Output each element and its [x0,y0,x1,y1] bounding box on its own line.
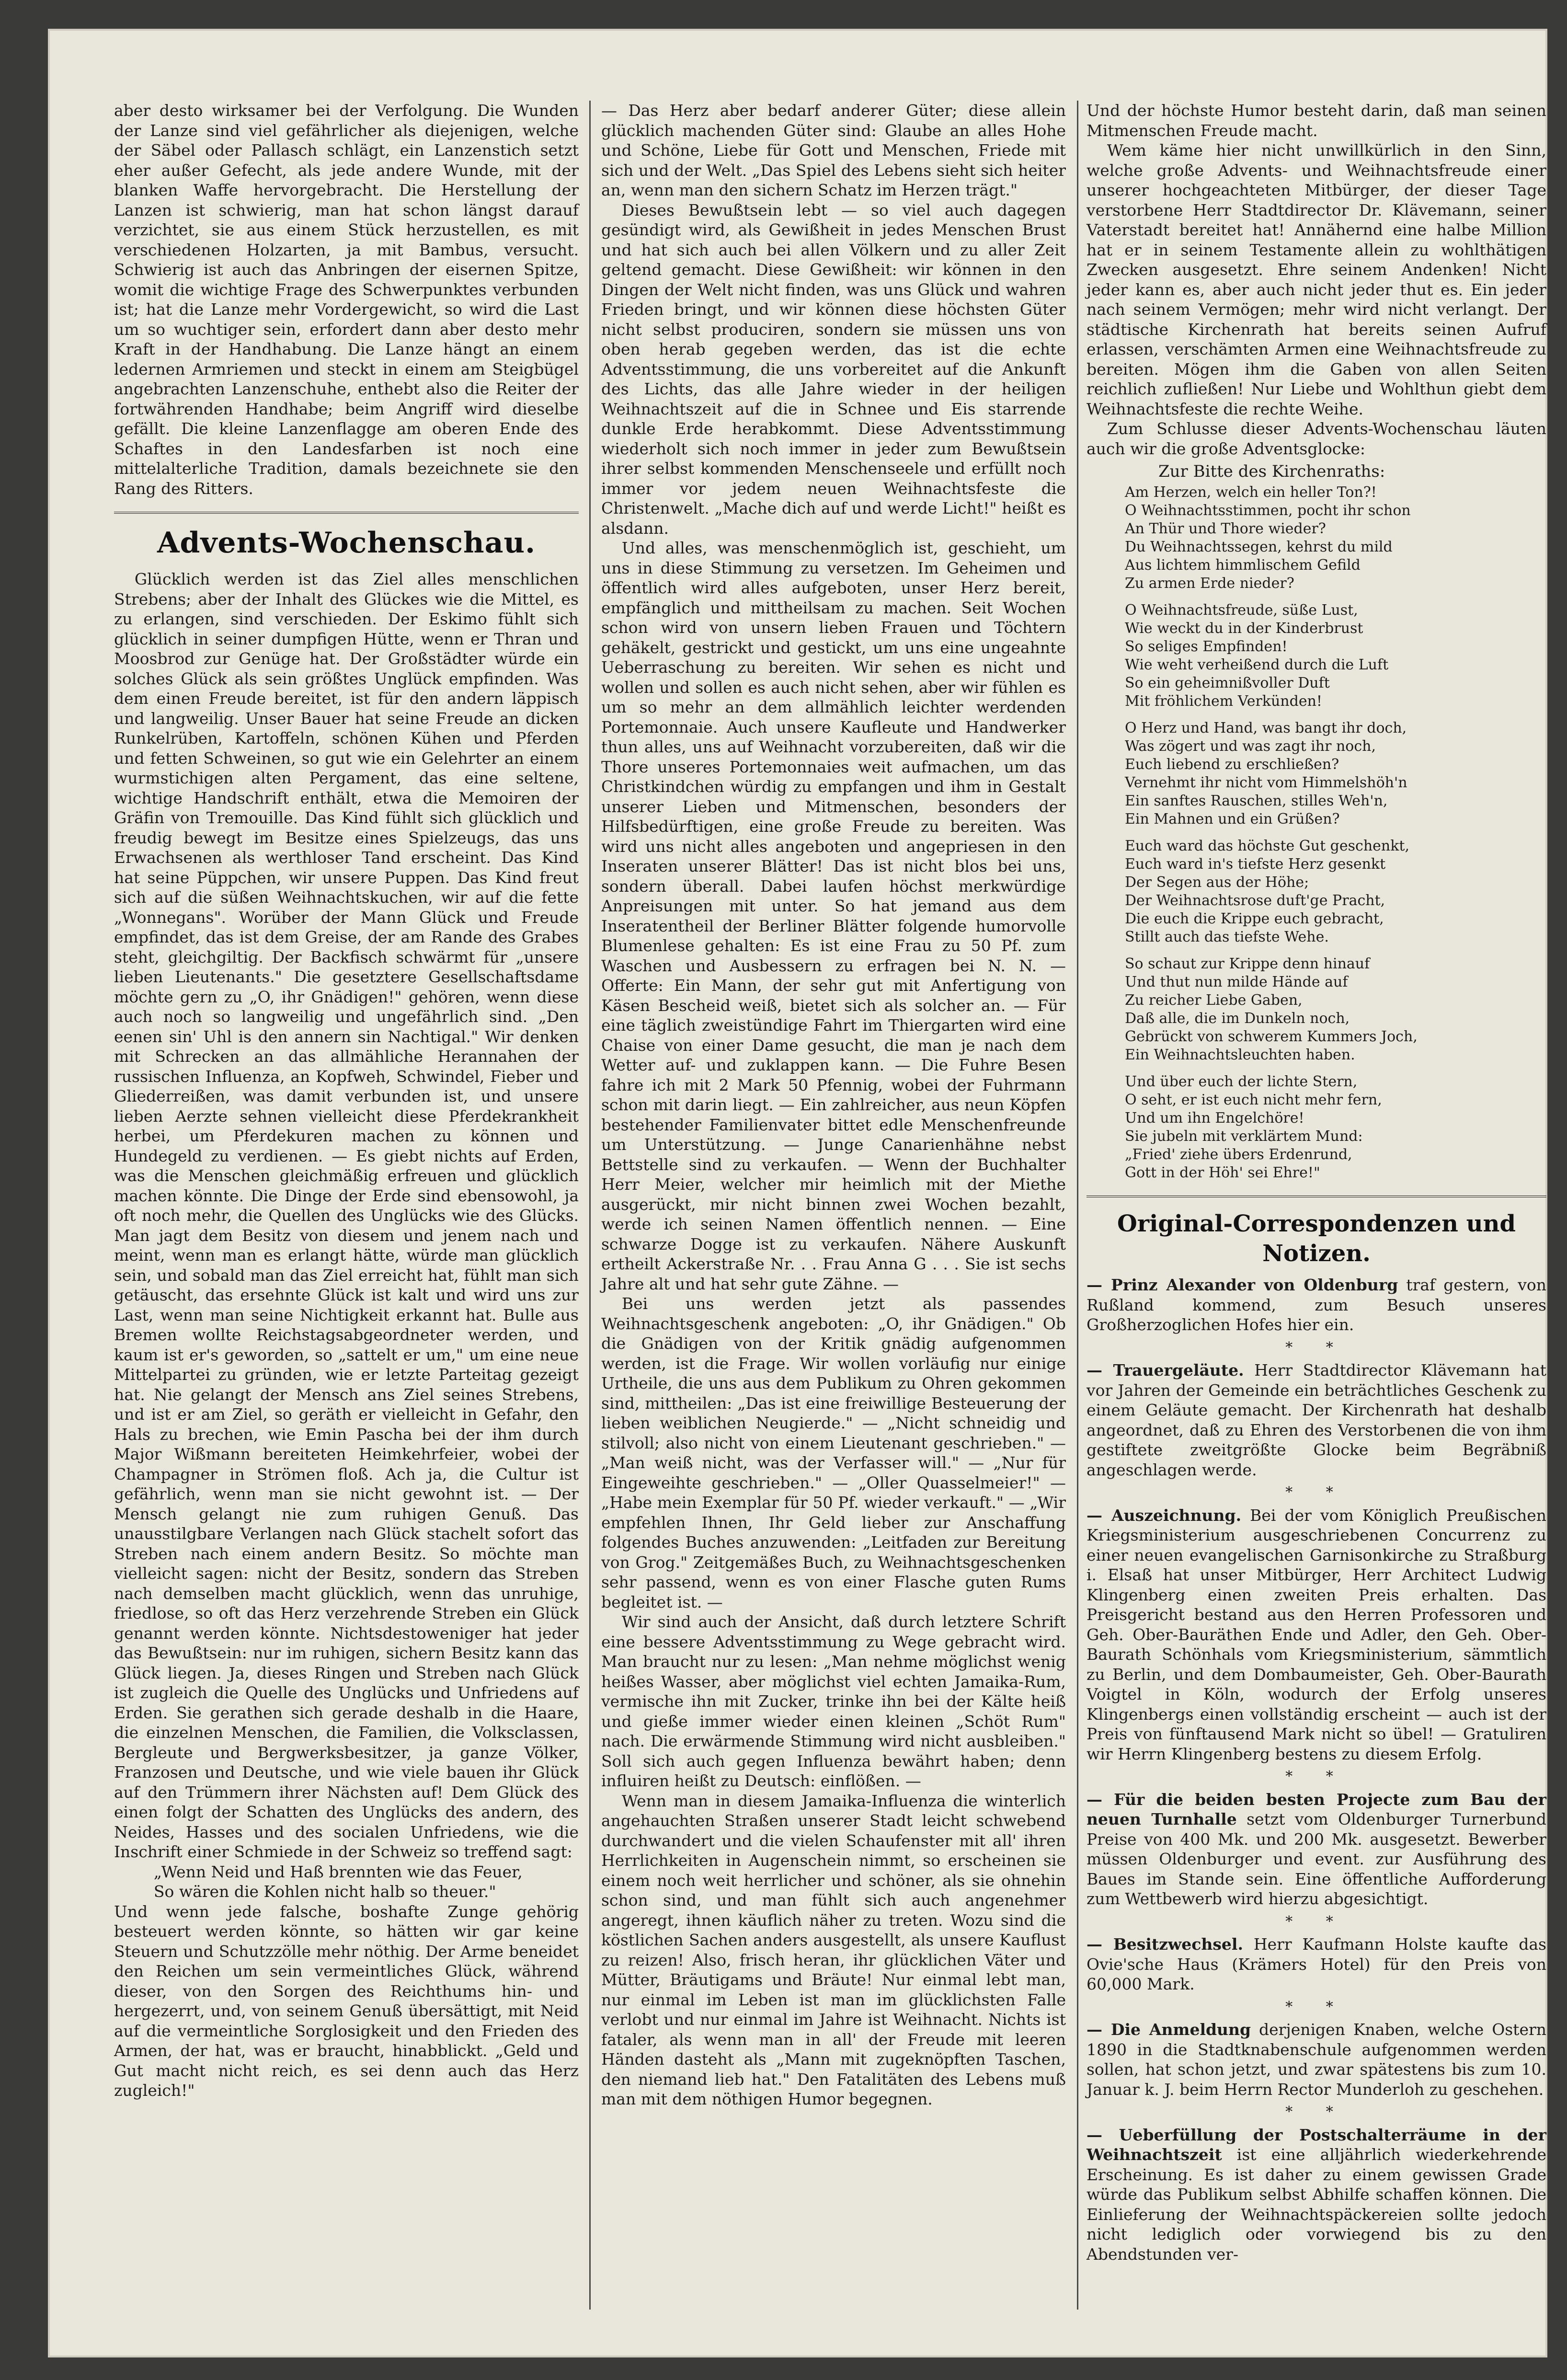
poem-line: Ein Weihnachtsleuchten haben. [1125,1046,1355,1063]
news-lead: — Trauergeläute. [1087,1361,1244,1380]
poem-stanza [1125,483,1546,593]
advents-heading: Advents-Wochenschau. [157,526,536,560]
poem-line: O seht, er ist euch nicht mehr fern, [1125,1092,1382,1108]
news-heading: Original-Correspondenzen und Notizen. [1117,1210,1516,1267]
poem-line: Gott in der Höh' sei Ehre!" [1125,1164,1320,1181]
news-item [1087,1934,1546,1994]
poem-line: Euch ward in's tiefste Herz gesenkt [1125,856,1386,873]
paragraph: Glücklich werden ist das Ziel alles menschlichen Strebens; aber der Inhalt des Glückes wie die Mittel, es zu erlangen, sind verschieden. Der Eskimo fühlt sich glücklich in seiner dumpfigen Hütte, wenn er Thran und Moosbrod zur Genüge hat. Der Großstädter würde ein solches Glück als sein größtes Unglück empfinden. Was dem einen Freude bereitet, ist für den andern läppisch und langweilig. Unser Bauer hat seine Freude an dicken Runkelrüben, Kartoffeln, schönen Kühen und Pferden und fetten Schweinen, so gut wie ein Gelehrter an einem wurmstichigen alten Pergament, das eine seltene, wichtige Handschrift enthält, etwa die Memoiren der Gräfin von Tremouille. Das Kind fühlt sich glücklich und freudig bewegt im Besitze eines Spielzeugs, das uns Erwachsenen als werthloser Tand erscheint. Das Kind hat seine Püppchen, wir unsere Puppen. Das Kind freut sich auf die süßen Weihnachtskuchen, wir auf die fette „Wonnegans". Worüber der Mann Glück und Freude empfindet, das ist dem Greise, der am Rande des Grabes steht, gleichgiltig. Der Backfisch schwärmt für „unsere lieben Lieutenants." Die gesetztere Gesellschaftsdame möchte gern zu „O, ihr Gnädigen!" gehören, wenn diese auch noch so langweilig und ungefährlich sind. „Den eenen sin' Uhl is den annern sin Nachtigal." Wir denken mit Schrecken an das allmähliche Herannahen der russischen Influenza, an Kopfweh, Schwindel, Fieber und Gliederreißen, was damit verbunden ist, und unsere lieben Aerzte sehnen vielleicht diese Pferdekrankheit herbei, um Pferdekuren machen zu können und Hundegeld zu verdienen. — Es giebt nichts auf Erden, was die Menschen gleichmäßig erfreuen und glücklich machen könnte. Die Dinge der Erde sind ebensowohl, ja oft noch mehr, die Quellen des Unglücks wie des Glücks. Man jagt dem Besitz von diesem und jenem nach und meint, wenn man es erlangt hätte, würde man glücklich sein, und sobald man das Ziel erreicht hat, fühlt man sich getäuscht, das ersehnte Glück ist kalt und wird uns zur Last, wenn man seine Nichtigkeit erkannt hat. Bulle aus Bremen wollte Reichstagsabgeordneter werden, und kaum ist er's geworden, so „sattelt er um," um eine neue Mittelpartei zu gründen, wie er letzte Parteitag gezeigt hat. Nie gelangt der Mensch ans Ziel seines Strebens, und ist er am Ziel, so geräth er vielleicht in Gefahr, den Hals zu brechen, wie Emin Pascha bei der ihm durch Major Wißmann bereiteten Heimkehrfeier, wobei der Champagner in Strömen floß. Ach ja, die Cultur ist gefährlich, wenn man sie nicht gewohnt ist. — Der Mensch gelangt nie zum ruhigen Genuß. Das unausstilgbare Verlangen nach Glück stachelt sofort das Streben nach einem andern Besitz. So möchte man vielleicht sagen: nicht der Besitz, sondern das Streben nach demselben macht glücklich, wenn das unruhige, friedlose, so oft das Herz verzehrende Streben ein Glück genannt werden könnte. Nichtsdestoweniger hat jeder das Bewußtsein: nur im ruhigen, sichern Besitz kann das Glück liegen. Ja, dieses Ringen und Streben nach Glück ist zugleich die Quelle des Unglücks und Unfriedens auf Erden. Sie gerathen sich gerade deshalb in die Haare, die einzelnen Menschen, die Familien, die Volksclassen, Bergleute und Bergwerksbesitzer, ja ganze Völker, Franzosen und Deutsche, und wie viele bauen ihr Glück auf den Trümmern ihrer Nächsten auf! Dem Glück des einen folgt der Schatten des Unglücks des andern, des Neides, Hasses und des socialen Unfriedens, wie die Inschrift einer Schmiede in der Schweiz so treffend sagt: [114,570,579,1861]
poem-title: Zur Bitte des Kirchenraths: [1158,462,1385,481]
news-item [1087,1360,1546,1480]
news-text: ist eine alljährlich wiederkehrende Erscheinung. Es ist daher zu einem gewissen Grade würde das Publikum selbst Abhilfe schaffen können. Die Einlieferung der Weihnachtspäckereien sollte jedoch nicht lediglich oder vorwiegend bis zu den Abendstunden ver- [1087,2145,1546,2264]
poem-line: „Fried' ziehe übers Erdenrund, [1125,1146,1352,1163]
news-lead: — Auszeichnung. [1087,1506,1242,1525]
news-text: traf gestern, von Rußland kommend, zum Besuch unseres Großherzoglichen Hofes hier ein. [1087,1276,1546,1334]
poem-line: Mit fröhlichem Verkünden! [1125,693,1322,710]
paragraph: Bei uns werden jetzt als passendes Weihnachtsgeschenk angeboten: „O, ihr Gnädigen." Ob die Gnädigen von der Kritik gnädig aufgenommen werden, ist die Frage. Wir wollen vorläufig nur einige Urtheile, die uns aus dem Publikum zu Ohren gekommen sind, mittheilen: „Das ist eine freiwillige Besteuerung der lieben weiblichen Neugierde." — „Nicht schneidig und stilvoll; also nicht von einem Lieutenant geschrieben." — „Man weiß nicht, was der Verfasser will." — „Nur für Eingeweihte geschrieben." — „Oller Quasselmeier!" — „Habe mein Exemplar für 50 Pf. wieder verkauft." — „Wir empfehlen Ihnen, Ihr Geld lieber zur Anschaffung folgendes Buches anzuwenden: „Leitfaden zur Bereitung von Grog." Zeitgemäßes Buch, zu Weihnachtsgeschenken sehr passend, wenn es von einer Flasche guten Rums begleitet ist. — [601,1294,1066,1611]
news-text: derjenigen Knaben, welche Ostern 1890 in die Stadtknabenschule aufgenommen werden sollen, hat schon jetzt, und zwar spätestens bis zum 10. Januar k. J. beim Herrn Rector Munderloh zu geschehen. [1087,2020,1546,2099]
poem-line: Und um ihn Engelchöre! [1125,1110,1304,1127]
poem-line: Wie weckt du in der Kinderbrust [1125,620,1363,637]
section-divider [114,512,579,514]
poem-line: Wie weht verheißend durch die Luft [1125,656,1389,673]
poem-line: Daß alle, die im Dunkeln noch, [1125,1010,1350,1027]
poem-line: Ein Mahnen und ein Grüßen? [1125,811,1340,828]
paragraph: Dieses Bewußtsein lebt — so viel auch dagegen gesündigt wird, als Gewißheit in jedes Menschen Brust und hat sich auch bei allen Völkern und zu aller Zeit geltend gemacht. Diese Gewißheit: wir können in den Dingen der Welt nicht finden, was uns Glück und wahren Frieden bringt, und wir können diese höchsten Güter nicht selbst produciren, sondern sie müssen uns von oben herab gegeben werden, das ist die echte Adventsstimmung, die uns vorbereitet auf die Ankunft des Lichts, das alle Jahre wieder in der heiligen Weihnachtszeit auf die in Schnee und Eis starrende dunkle Erde herabkommt. Diese Adventsstimmung wiederholt sich noch immer in jeder zum Bewußtsein ihrer selbst kommenden Menschenseele und erfüllt noch immer vor jedem neuen Weihnachtsfeste die Christenwelt. „Mache dich auf und werde Licht!" heißt es alsdann. [601,200,1066,538]
section-divider [1087,1196,1546,1197]
poem-line: Und über euch der lichte Stern, [1125,1073,1358,1090]
poem-line: Zu armen Erde nieder? [1125,575,1294,592]
news-list [1087,1275,1546,2264]
poem-line: Der Weihnachtsrose duft'ge Pracht, [1125,892,1385,909]
poem-line: Vernehmt ihr nicht vom Himmelshöh'n [1125,774,1407,791]
news-lead: — Prinz Alexander von Oldenburg [1087,1276,1398,1294]
poem-line: O Weihnachtsfreude, süße Lust, [1125,602,1358,619]
news-text: Bei der vom Königlich Preußischen Kriegsministerium ausgeschriebenen Concurrenz zu einer neuen evangelischen Garnisonkirche zu Straßburg i. Elsaß hat unser Mitbürger, Herr Architect Ludwig Klingenberg einen zweiten Preis erhalten. Das Preisgericht bestand aus den Herren Professoren und Geh. Ober-Bauräthen Ende und Adler, den Geh. Ober-Baurath Schönhals vom Kriegsministerium, sämmtlich zu Berlin, und dem Dombaumeister, Geh. Ober-Baurath Voigtel in Köln, wodurch der Erfolg unseres Klingenbergs einen vollständig erscheint — auch ist der Preis von fünftausend Mark nicht so übel! — Gratuliren wir Herrn Klingenberg bestens zu diesem Erfolg. [1087,1506,1546,1763]
poem-line: O Weihnachtsstimmen, pocht ihr schon [1125,502,1411,519]
news-lead: — Die Anmeldung [1087,2020,1251,2039]
newspaper-page [48,29,1547,2357]
poem-line: O Herz und Hand, was bangt ihr doch, [1125,720,1407,736]
column-2 [601,101,1066,2109]
poem-line: So seliges Empfinden! [1125,638,1288,655]
poem-line: Was zögert und was zagt ihr noch, [1125,738,1376,755]
poem-stanza [1125,837,1546,946]
poem-line: Zu reicher Liebe Gaben, [1125,992,1303,1009]
advent-poem [1125,462,1546,1182]
lance-article-end: aber desto wirksamer bei der Verfolgung. Die Wunden der Lanze sind viel gefährlicher als diejenigen, welche der Säbel oder Pallasch schlägt, ein Lanzenstich setzt eher außer Gefecht, als jede andere Wunde, mit der blanken Waffe hervorgebracht. Die Herstellung der Lanzen ist schwierig, man hat schon längst darauf verzichtet, sie aus einem Stück herzustellen, es mit verschiedenen Holzarten, ja mit Bambus, versucht. Schwierig ist auch das Anbringen der eisernen Spitze, womit die wichtige Frage des Schwerpunktes verbunden ist; hat die Lanze mehr Vordergewicht, so wird die Last um so wuchtiger sein, erfordert dann aber desto mehr Kraft in der Handhabung. Die Lanze hängt an einem ledernen Armriemen und steckt in einem am Steigbügel angebrachten Lanzenschuhe, enthebt also die Reiter der fortwährenden Handhabe; beim Angriff wird dieselbe gefällt. Die kleine Lanzenflagge am oberen Ende des Schaftes in den Landesfarben ist noch eine mittelalterliche Tradition, damals bezeichnete sie den Rang des Ritters. [114,101,579,498]
poem-stanza [1125,719,1546,828]
paragraph: Zum Schlusse dieser Advents-Wochenschau läuten auch wir die große Adventsglocke: [1087,419,1546,458]
news-text: Herr Kaufmann Holste kaufte das Ovie'sche Haus (Krämers Hotel) für den Preis von 60,000 Mark. [1087,1935,1546,1993]
separator-stars: * * [1285,1768,1348,1785]
news-item [1087,1790,1546,1909]
poem-line: Sie jubeln mit verklärtem Mund: [1125,1128,1363,1145]
separator-stars: * * [1285,2104,1348,2120]
column-1 [114,101,579,2101]
separator-stars: * * [1285,1913,1348,1930]
poem-line: Euch ward das höchste Gut geschenkt, [1125,838,1409,854]
poem-line: Gebrückt von schwerem Kummers Joch, [1125,1028,1418,1045]
poem-line: So ein geheimnißvoller Duft [1125,675,1330,691]
poem-line: Stillt auch das tiefste Wehe. [1125,929,1329,945]
news-item [1087,2125,1546,2265]
poem-line: Du Weihnachtssegen, kehrst du mild [1125,539,1393,555]
poem-line: Euch liebend zu erschließen? [1125,756,1339,773]
paragraph: — Das Herz aber bedarf anderer Güter; diese allein glücklich machenden Güter sind: Glaube an alles Hohe und Schöne, Liebe für Gott und Menschen, Friede mit sich und der Welt. „Das Spiel des Lebens sieht sich heiter an, wenn man den sichern Schatz im Herzen trägt." [601,101,1066,199]
paragraph: Und alles, was menschenmöglich ist, geschieht, um uns in diese Stimmung zu versetzen. Im Geheimen und öffentlich wird alles aufgeboten, unser Herz bereit, empfänglich und mittheilsam zu machen. Seit Wochen schon wird von unsern lieben Frauen und Töchtern gehäkelt, gestrickt und gestickt, um uns eine ungeahnte Ueberraschung zu bereiten. Wir sehen es nicht und wollen und sollen es auch nicht sehen, aber wir fühlen es um so mehr an dem allmählich leichter werdenden Portemonnaie. Auch unsere Kaufleute und Handwerker thun alles, uns auf Weihnacht vorzubereiten, daß wir die Thore unseres Portemonnaies weit aufmachen, um das Christkindchen würdig zu empfangen und ihm in Gestalt unserer Lieben und Mitmenschen, besonders der Hilfsbedürftigen, eine große Freude zu bereiten. Was wird uns nicht alles angeboten und angepriesen in den Inseraten unserer Blätter! Das ist nicht blos bei uns, sondern überall. Dabei laufen höchst merkwürdige Anpreisungen mit unter. So hat jemand aus dem Inseratentheil der Berliner Blätter folgende humorvolle Blumenlese gehalten: Es ist eine Frau zu 50 Pf. zum Waschen und Ausbessern zu erfragen bei N. N. — Offerte: Ein Mann, der sehr gut mit Anfertigung von Käsen Bescheid weiß, bietet sich als solcher an. — Für eine täglich zweistündige Fahrt im Thiergarten wird eine Chaise von einer Dame gesucht, die man je nach dem Wetter auf- und zuklappen kann. — Die Fuhre Besen fahre ich mit 2 Mark 50 Pfennig, wobei der Fuhrmann schon mit darin liegt. — Ein zahlreicher, aus neun Köpfen bestehender Familienvater bittet edle Menschenfreunde um Unterstützung. — Junge Canarienhähne nebst Bettstelle sind zu verkaufen. — Wenn der Buchhalter Herr Meier, welcher mir heimlich mit der Miethe ausgerückt, mir nicht binnen zwei Wochen bezahlt, werde ich seinen Namen öffentlich nennen. — Eine schwarze Dogge ist zu verkaufen. Nähere Auskunft ertheilt Ackerstraße Nr. . . Frau Anna G . . . Sie ist sechs Jahre alt und hat sehr gute Zähne. — [601,539,1066,1293]
paragraph: Wenn man in diesem Jamaika-Influenza die winterlich angehauchten Straßen unserer Stadt leicht schwebend durchwandert und die vielen Schaufenster mit all' ihren Herrlichkeiten in Augenschein nimmt, so erscheinen sie einem noch weit herrlicher und schöner, als sie ohnehin schon sind, und man fühlt sich auch angenehmer angeregt, ihnen käuflich näher zu treten. Wozu sind die köstlichen Sachen anders ausgestellt, als unsere Kauflust zu reizen! Also, frisch heran, ihr glücklichen Väter und Mütter, Bräutigams und Bräute! Nur einmal lebt man, nur einmal im Leben ist man im glücklichsten Falle verlobt und nur einmal im Jahre ist Weihnacht. Nichts ist fataler, als wenn man in all' der Freude mit leeren Händen dasteht als „Mann mit zugeknöpften Taschen, den niemand lieb hat." Den Fatalitäten des Lebens muß man mit dem nöthigen Humor begegnen. [601,1791,1066,2108]
news-lead: — Ueberfüllung der Postschalterräume in der Weihnachtszeit [1087,2125,1546,2164]
news-lead: — Besitzwechsel. [1087,1935,1243,1954]
poem-line: So schaut zur Krippe denn hinauf [1125,955,1370,972]
news-lead: — Für die beiden besten Projecte zum Bau der neuen Turnhalle [1087,1790,1546,1828]
separator-stars: * * [1285,1339,1348,1356]
quote-line: „Wenn Neid und Haß brennten wie das Feuer, [153,1862,523,1881]
quote-line: So wären die Kohlen nicht halb so theuer." [153,1882,496,1901]
poem-line: Die euch die Krippe euch gebracht, [1125,910,1384,927]
news-item [1087,1275,1546,1335]
poem-line: An Thür und Thore wieder? [1125,520,1326,537]
poem-stanza [1125,1073,1546,1182]
news-text: Herr Stadtdirector Klävemann hat vor Jahren der Gemeinde ein beträchtliches Geschenk zu einem Geläute gemacht. Der Kirchenrath hat deshalb angeordnet, daß zu Ehren des Verstorbenen die von ihm gestiftete zweitgrößte Glocke beim Begräbniß angeschlagen werde. [1087,1361,1546,1479]
paragraph: Und der höchste Humor besteht darin, daß man seinen Mitmenschen Freude macht. [1087,101,1546,140]
paragraph: Wem käme hier nicht unwillkürlich in den Sinn, welche große Advents- und Weihnachtsfreude einer unserer hochgeachteten Mitbürger, der dieser Tage verstorbene Herr Stadtdirector Dr. Klävemann, seiner Vaterstadt bereitet hat! Annähernd eine halbe Million hat er in seinem Testamente allein zu wohlthätigen Zwecken ausgesetzt. Ehre seinem Andenken! Nicht jeder kann es, aber auch nicht jeder thut es. Ein jeder nach seinem Vermögen; mehr wird nicht verlangt. Der städtische Kirchenrath hat bereits seinen Aufruf erlassen, verschämten Armen eine Weihnachtsfreude zu bereiten. Mögen ihm die Gaben von allen Seiten reichlich zufließen! Nur Liebe und Wohlthun giebt dem Weihnachtsfeste die rechte Weihe. [1087,141,1546,418]
separator-stars: * * [1285,1484,1348,1501]
poem-line: Und thut nun milde Hände auf [1125,974,1348,990]
poem-line: Der Segen aus der Höhe; [1125,874,1309,891]
paragraph: Wir sind auch der Ansicht, daß durch letztere Schrift eine bessere Adventsstimmung zu Wege gebracht wird. Man braucht nur zu lesen: „Man nehme möglichst wenig heißes Wasser, aber möglichst viel echten Jamaika-Rum, vermische ihn mit Zucker, trinke ihn bei der Kälte heiß und gieße immer wieder einen kleinen „Schöt Rum" nach. Die erwärmende Stimmung wird nicht ausbleiben." Soll sich auch gegen Influenza bewährt haben; denn influiren heißt zu Deutsch: einflößen. — [601,1612,1066,1790]
poem-line: Am Herzen, welch ein heller Ton?! [1125,484,1377,501]
news-item [1087,2020,1546,2099]
poem-line: Aus lichtem himmlischem Gefild [1125,557,1361,574]
column-rule [589,101,591,2310]
column-3 [1087,101,1546,2264]
news-item [1087,1506,1546,1764]
poem-stanza [1125,601,1546,711]
poem-stanza [1125,955,1546,1064]
separator-stars: * * [1285,1998,1348,2015]
news-text: setzt vom Oldenburger Turnerbund Preise von 400 Mk. und 200 Mk. ausgesetzt. Bewerber müssen Oldenburger und event. zur Ausführung des Baues im Stande sein. Eine öffentliche Aufforderung zum Wettbewerb wird hierzu abgesichtigt. [1087,1810,1546,1908]
poem-line: Ein sanftes Rauschen, stilles Weh'n, [1125,793,1388,809]
column-rule [1077,101,1078,2310]
paragraph: Und wenn jede falsche, boshafte Zunge gehörig besteuert werden könnte, so hätten wir gar keine Steuern und Schutzzölle mehr nöthig. Der Arme beneidet den Reichen um sein vermeintliches Glück, während dieser, von den Sorgen des Reichthums hin- und hergezerrt, und, von seinem Genuß übersättigt, mit Neid auf die vermeintliche Sorglosigkeit und den Frieden des Armen, der hat, was er braucht, hinabblickt. „Geld und Gut macht nicht reich, es sei denn auch das Herz zugleich!" [114,1902,579,2100]
